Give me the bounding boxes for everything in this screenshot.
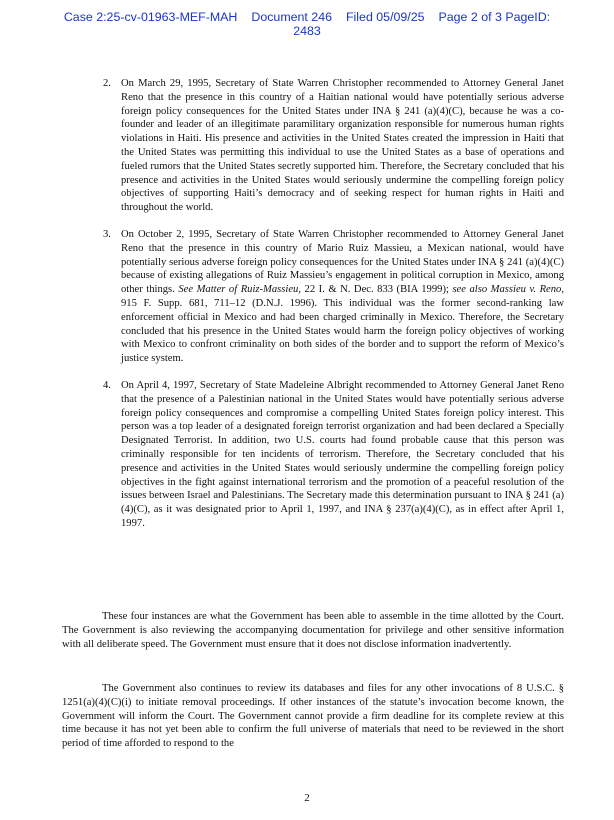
list-item — [103, 77, 564, 215]
case-citation: see also Massieu v. Reno, — [452, 284, 564, 296]
item-number: 3. — [103, 228, 111, 240]
item-text-part: 22 I. & N. Dec. 833 (BIA 1999); — [301, 284, 453, 296]
page-info: Page 2 of 3 PageID: — [438, 10, 551, 24]
list-item — [103, 228, 564, 366]
item-text: On March 29, 1995, Secretary of State Warren Christopher recommended to Attorney General Janet Reno that the presence in this country of a Haitian national would have potentially serious adverse foreign policy consequences for the United States under INA § 241 (a)(4)(C), because he was a co-founder and leader of an illegitimate paramilitary organization responsible for numerous human rights violations in Haiti. His presence and activities in the United States created the impression in Haiti that the United States was permitting this individual to use the United States as a base of operations and fueled rumors that the United States secretly supported him. Therefore, the Secretary concluded that his presence and activities in the United States would seriously undermine the compelling foreign policy objectives of supporting Haiti’s democracy and of seeking respect for human rights in Haiti and throughout the world. — [121, 78, 564, 214]
filed-date: Filed 05/09/25 — [345, 10, 425, 24]
court-filing-header — [0, 10, 614, 38]
page-id: 2483 — [293, 24, 321, 38]
body-paragraph: These four instances are what the Government has been able to assemble in the time allotted by the Court. The Government is also reviewing the accompanying documentation for privilege and other sensitive information with all deliberate speed. The Government must ensure that it does not disclose information inadvertently. — [62, 611, 564, 650]
list-item — [103, 379, 564, 531]
body-paragraph: The Government also continues to review its databases and files for any other invocations of 8 U.S.C. § 1251(a)(4)(C)(i) to initiate removal proceedings. If other instances of the statute’s invocation become known, the Government will inform the Court. The Government cannot provide a firm deadline for its complete review at this time because it has not yet been able to confirm the full universe of materials that need to be reviewed in the short period of time afforded to respond to the — [62, 683, 564, 750]
document-number: Document 246 — [251, 10, 332, 24]
case-citation: See Matter of Ruiz-Massieu, — [178, 284, 302, 296]
numbered-list — [103, 77, 564, 544]
item-text-part: On October 2, 1995, Secretary of State Warren Christopher recommended to Attorney General Janet Reno that the presence in this country of Mario Ruiz Massieu, a Mexican national, would have potentially serious adverse foreign policy consequences for the United States under INA § 241 (a)(4)(C) because of existing allegations of Ruiz Massieu’s engagement in political corruption in Mexico, among other things. — [121, 228, 564, 296]
item-number: 4. — [103, 379, 111, 391]
case-number: Case 2:25-cv-01963-MEF-MAH — [63, 10, 238, 24]
header-line-1 — [0, 10, 614, 24]
item-text-part: 915 F. Supp. 681, 711–12 (D.N.J. 1996). This individual was the former second-ranking law enforcement official in Mexico and had been charged criminally in Mexico. Therefore, the Secretary concluded that his presence in the United States would harm the foreign policy objectives of working with Mexico to confront criminality on both sides of the border and to support the reform of Mexico’s justice system. — [121, 297, 564, 365]
page-number: 2 — [304, 792, 310, 804]
item-text — [121, 229, 564, 364]
item-number: 2. — [103, 78, 111, 89]
item-text: On April 4, 1997, Secretary of State Madeleine Albright recommended to Attorney General Janet Reno that the presence of a Palestinian national in the United States would have potentially serious adverse foreign policy consequences and compromise a compelling United States foreign policy interest. This person was a top leader of a designated foreign terrorist organization and had been declared a Specially Designated Terrorist. In addition, two U.S. courts had found probable cause that this person was criminally responsible for ten incidents of terrorism. Therefore, the Secretary concluded that his presence and activities in the United States would seriously undermine the compelling foreign policy objectives in the fight against international terrorism and the promotion of a peaceful resolution of the issues between Israel and Palestinians. The Secretary made this determination pursuant to INA § 241 (a)(4)(C), as it was designated prior to April 1, 1997, and INA § 237(a)(4)(C), as in effect after April 1, 1997. — [121, 379, 564, 529]
